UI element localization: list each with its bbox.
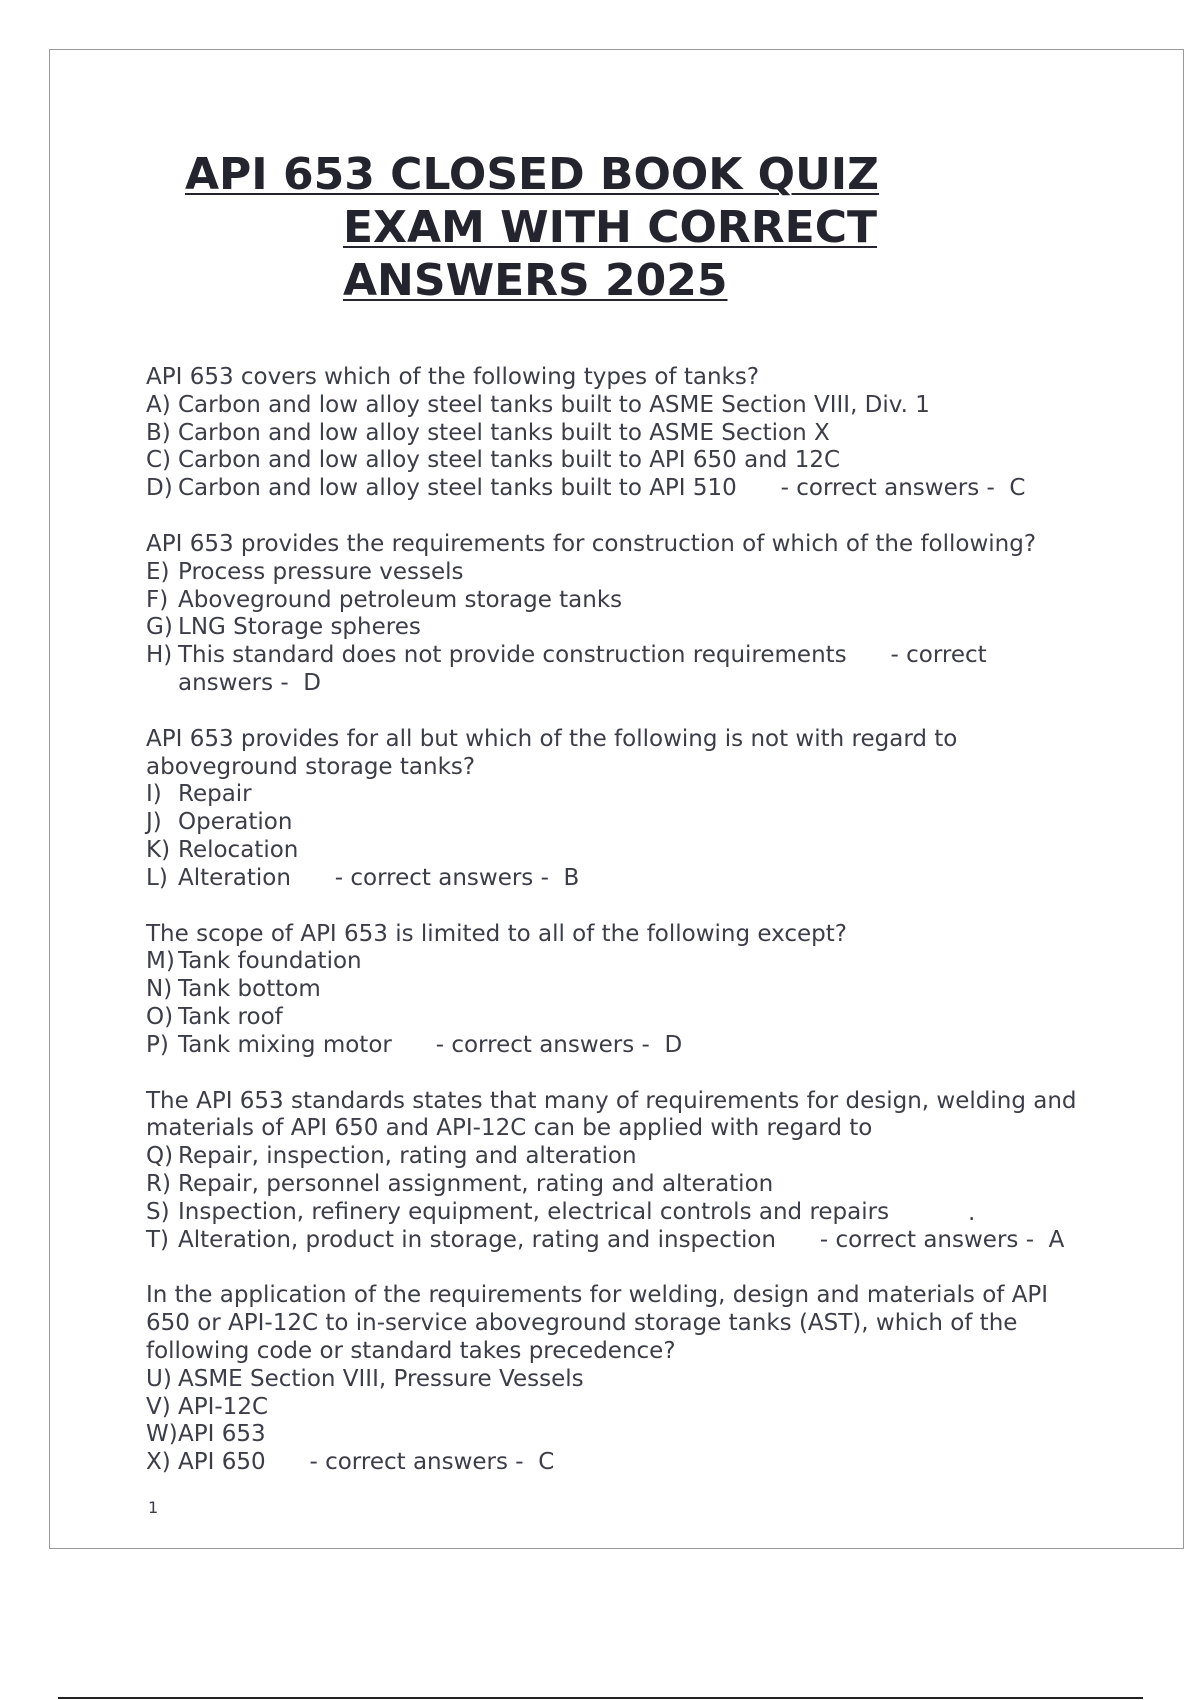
answer-option: [146, 1366, 1086, 1394]
option-letter: X): [146, 1449, 171, 1476]
answer-option: [146, 781, 1086, 809]
option-text: Alteration, product in storage, rating and inspection: [178, 1226, 776, 1253]
option-text: Relocation: [178, 836, 299, 863]
answer-option: [146, 614, 1086, 642]
answer-option: [146, 420, 1086, 448]
option-text-wrap: [178, 865, 1086, 893]
option-text-wrap: [178, 475, 1086, 503]
answer-option: [146, 1227, 1086, 1255]
option-letter: F): [146, 586, 169, 613]
option-text: Alteration: [178, 864, 291, 891]
option-letter: Q): [146, 1143, 174, 1170]
option-text: Process pressure vessels: [178, 558, 464, 585]
option-letter: W): [146, 1421, 178, 1448]
question-text: API 653 provides the requirements for construction of which of the following?: [146, 530, 1037, 557]
question-block: [146, 726, 1086, 893]
option-letter: U): [146, 1365, 172, 1392]
correct-answer: A: [1048, 1226, 1065, 1253]
option-text: Repair, inspection, rating and alteration: [178, 1143, 637, 1170]
correct-answer: C: [538, 1449, 555, 1476]
question-block: [146, 921, 1086, 1060]
option-letter: B): [146, 419, 171, 446]
answer-option: [146, 865, 1086, 893]
question-text: In the application of the requirements for welding, design and materials of API 650 or API-12C to in-service aboveground storage tanks (AST), which of the following code or standard takes precedence?: [146, 1282, 1049, 1364]
answer-prefix: - correct answers -: [334, 864, 549, 891]
question-block: [146, 1282, 1086, 1477]
option-text: Carbon and low alloy steel tanks built to API 510: [178, 475, 737, 502]
option-text: Operation: [178, 809, 293, 836]
answer-prefix: - correct answers -: [178, 642, 987, 696]
option-text: Inspection, refinery equipment, electrical controls and repairs: [178, 1198, 890, 1225]
answer-option: [146, 1032, 1086, 1060]
option-text-wrap: [178, 587, 1086, 615]
option-letter: T): [146, 1226, 170, 1253]
question-block: [146, 364, 1086, 503]
option-text-wrap: [178, 1449, 1086, 1477]
option-text-wrap: [178, 837, 1086, 865]
bottom-rule: [58, 1697, 1143, 1699]
option-text: Carbon and low alloy steel tanks built to ASME Section VIII, Div. 1: [178, 391, 930, 418]
option-text: Repair: [178, 781, 252, 808]
answer-prefix: - correct answers -: [819, 1226, 1034, 1253]
option-letter: N): [146, 976, 173, 1003]
question-block: [146, 531, 1086, 698]
question-text: API 653 covers which of the following types of tanks?: [146, 364, 760, 390]
answer-option: [146, 475, 1086, 503]
document-title: [185, 148, 945, 307]
option-letter: E): [146, 558, 170, 585]
option-text-wrap: [178, 948, 1086, 976]
option-text: Tank foundation: [178, 948, 362, 975]
option-text: Tank bottom: [178, 976, 321, 1003]
option-letter: P): [146, 1031, 169, 1058]
title-line-3: ANSWERS 2025: [343, 255, 728, 306]
question-text: API 653 provides for all but which of the following is not with regard to aboveground storage tanks?: [146, 725, 958, 780]
option-text: Repair, personnel assignment, rating and alteration: [178, 1170, 774, 1197]
answer-option: [146, 587, 1086, 615]
answer-prefix: - correct answers -: [309, 1449, 524, 1476]
option-letter: R): [146, 1170, 171, 1197]
stray-dot: .: [968, 1200, 976, 1226]
option-text-wrap: [178, 1366, 1086, 1394]
answer-prefix: - correct answers -: [435, 1031, 650, 1058]
option-letter: C): [146, 447, 172, 474]
option-text: Tank mixing motor: [178, 1031, 392, 1058]
option-letter: L): [146, 864, 168, 891]
answer-gap: [737, 475, 781, 501]
option-text-wrap: [178, 809, 1086, 837]
option-letter: H): [146, 642, 173, 669]
option-text-wrap: [178, 420, 1086, 448]
option-text: LNG Storage spheres: [178, 614, 421, 641]
option-text: API 650: [178, 1449, 266, 1476]
option-text: This standard does not provide construction requirements: [178, 642, 847, 669]
answer-option: [146, 948, 1086, 976]
correct-answer: D: [664, 1031, 683, 1058]
answer-option: [146, 559, 1086, 587]
option-text-wrap: [178, 781, 1086, 809]
option-letter: K): [146, 836, 171, 863]
option-text-wrap: [178, 1421, 1086, 1449]
answer-option: [146, 1394, 1086, 1422]
answer-gap: [291, 865, 335, 891]
question-text: The scope of API 653 is limited to all of the following except?: [146, 920, 847, 947]
answer-option: [146, 642, 1086, 698]
option-text-wrap: [178, 392, 1086, 420]
answer-option: [146, 1143, 1086, 1171]
option-text-wrap: [178, 447, 1086, 475]
option-text: Aboveground petroleum storage tanks: [178, 586, 623, 613]
question-block: [146, 1088, 1086, 1255]
option-text: Carbon and low alloy steel tanks built to ASME Section X: [178, 419, 830, 446]
title-line-1: API 653 CLOSED BOOK QUIZ: [185, 149, 880, 200]
option-text-wrap: [178, 976, 1086, 1004]
option-text-wrap: [178, 614, 1086, 642]
option-letter: J): [146, 809, 162, 836]
stray-digit: 1: [148, 1498, 159, 1517]
answer-option: [146, 809, 1086, 837]
answer-option: [146, 392, 1086, 420]
answer-gap: [266, 1449, 310, 1475]
option-letter: M): [146, 948, 175, 975]
answer-option: [146, 1199, 1086, 1227]
answer-option: [146, 976, 1086, 1004]
option-letter: I): [146, 781, 162, 808]
option-text: Tank roof: [178, 1003, 283, 1030]
answer-gap: [776, 1227, 820, 1253]
option-text-wrap: [178, 1227, 1086, 1255]
option-text-wrap: [178, 1394, 1086, 1422]
option-letter: A): [146, 391, 171, 418]
option-letter: D): [146, 475, 173, 502]
title-line-2: EXAM WITH CORRECT: [343, 202, 878, 253]
option-text-wrap: [178, 642, 1086, 698]
answer-prefix: - correct answers -: [780, 475, 995, 502]
option-text: API 653: [178, 1421, 266, 1448]
option-letter: S): [146, 1198, 170, 1225]
answer-option: [146, 1449, 1086, 1477]
option-text-wrap: [178, 1004, 1086, 1032]
answer-option: [146, 837, 1086, 865]
option-text-wrap: [178, 1199, 1086, 1227]
option-text-wrap: [178, 559, 1086, 587]
answer-gap: [392, 1032, 436, 1058]
answer-option: [146, 1004, 1086, 1032]
answer-option: [146, 447, 1086, 475]
correct-answer: C: [1009, 475, 1026, 502]
answer-option: [146, 1421, 1086, 1449]
correct-answer: D: [303, 669, 322, 696]
option-text: ASME Section VIII, Pressure Vessels: [178, 1365, 584, 1392]
option-letter: G): [146, 614, 173, 641]
option-text-wrap: [178, 1171, 1086, 1199]
option-letter: O): [146, 1003, 174, 1030]
option-text: Carbon and low alloy steel tanks built to API 650 and 12C: [178, 447, 841, 474]
option-text: API-12C: [178, 1393, 269, 1420]
quiz-content: [146, 364, 1086, 1505]
correct-answer: B: [563, 864, 580, 891]
option-text-wrap: [178, 1032, 1086, 1060]
option-letter: V): [146, 1393, 171, 1420]
answer-gap: [847, 642, 891, 668]
question-text: The API 653 standards states that many of requirements for design, welding and materials of API 650 and API-12C can be applied with regard to: [146, 1087, 1077, 1142]
answer-option: [146, 1171, 1086, 1199]
option-text-wrap: [178, 1143, 1086, 1171]
